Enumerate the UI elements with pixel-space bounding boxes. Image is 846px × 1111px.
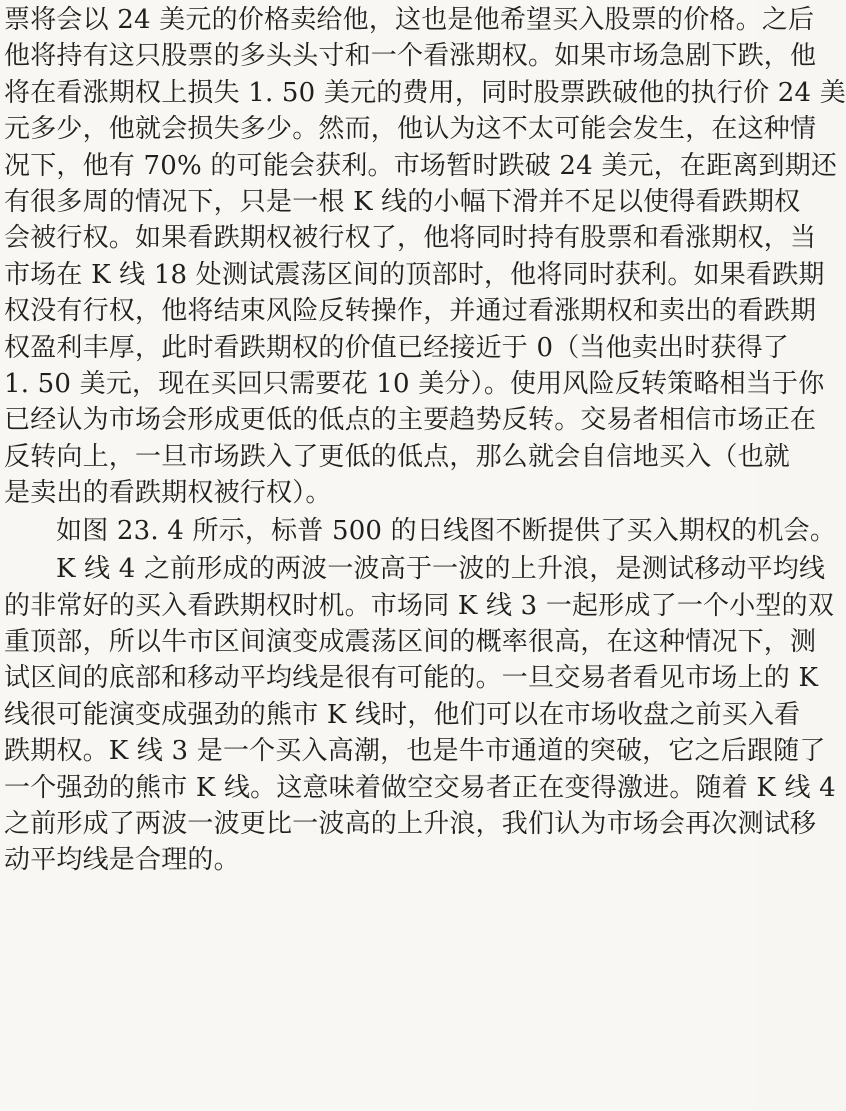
paragraph-1 [4, 2, 846, 512]
text-line: 元多少，他就会损失多少。然而，他认为这不太可能会发生，在这种情 [4, 114, 817, 145]
text-line: 的非常好的买入看跌期权时机。市场同 K 线 3 一起形成了一个小型的双 [4, 590, 835, 621]
paragraph-2 [4, 513, 837, 549]
text-line: 一个强劲的熊市 K 线。这意味着做空交易者正在变得激进。随着 K 线 4 [4, 772, 836, 803]
text-line: 线很可能演变成强劲的熊市 K 线时，他们可以在市场收盘之前买入看 [4, 699, 801, 730]
text-line: 反转向上，一旦市场跌入了更低的低点，那么就会自信地买入（也就 [4, 441, 791, 472]
document-body [4, 0, 846, 879]
text-line: 他将持有这只股票的多头头寸和一个看涨期权。如果市场急剧下跌，他 [4, 41, 817, 72]
text-line: 动平均线是合理的。 [4, 845, 240, 876]
paragraph-3 [4, 551, 836, 879]
text-line: 将在看涨期权上损失 1. 50 美元的费用，同时股票跌破他的执行价 24 美 [4, 77, 846, 108]
text-line: 权盈利丰厚，此时看跌期权的价值已经接近于 0（当他卖出时获得了 [4, 332, 790, 363]
text-line: 况下，他有 70% 的可能会获利。市场暂时跌破 24 美元，在距离到期还 [4, 150, 838, 181]
text-line: 已经认为市场会形成更低的低点的主要趋势反转。交易者相信市场正在 [4, 405, 817, 436]
text-line: 1. 50 美元，现在买回只需要花 10 美分）。使用风险反转策略相当于你 [4, 369, 825, 400]
text-line: 有很多周的情况下，只是一根 K 线的小幅下滑并不足以使得看跌期权 [4, 187, 801, 218]
text-line: 是卖出的看跌期权被行权）。 [4, 478, 332, 509]
text-line: 试区间的底部和移动平均线是很有可能的。一旦交易者看见市场上的 K [4, 663, 819, 694]
text-line: 票将会以 24 美元的价格卖给他，这也是他希望买入股票的价格。之后 [4, 5, 815, 35]
text-line: 跌期权。K 线 3 是一个买入高潮，也是牛市通道的突破，它之后跟随了 [4, 736, 826, 767]
text-line: 会被行权。如果看跌期权被行权了，他将同时持有股票和看涨期权，当 [4, 223, 817, 254]
text-line: 权没有行权，他将结束风险反转操作，并通过看涨期权和卖出的看跌期 [4, 296, 817, 327]
text-line: 如图 23. 4 所示，标普 500 的日线图不断提供了买入期权的机会。 [56, 515, 837, 546]
text-line: 之前形成了两波一波更比一波高的上升浪，我们认为市场会再次测试移 [4, 808, 817, 839]
text-line: 重顶部，所以牛市区间演变成震荡区间的概率很高，在这种情况下，测 [4, 626, 817, 657]
text-line: 市场在 K 线 18 处测试震荡区间的顶部时，他将同时获利。如果看跌期 [4, 259, 825, 290]
text-line: K 线 4 之前形成的两波一波高于一波的上升浪，是测试移动平均线 [56, 554, 826, 585]
